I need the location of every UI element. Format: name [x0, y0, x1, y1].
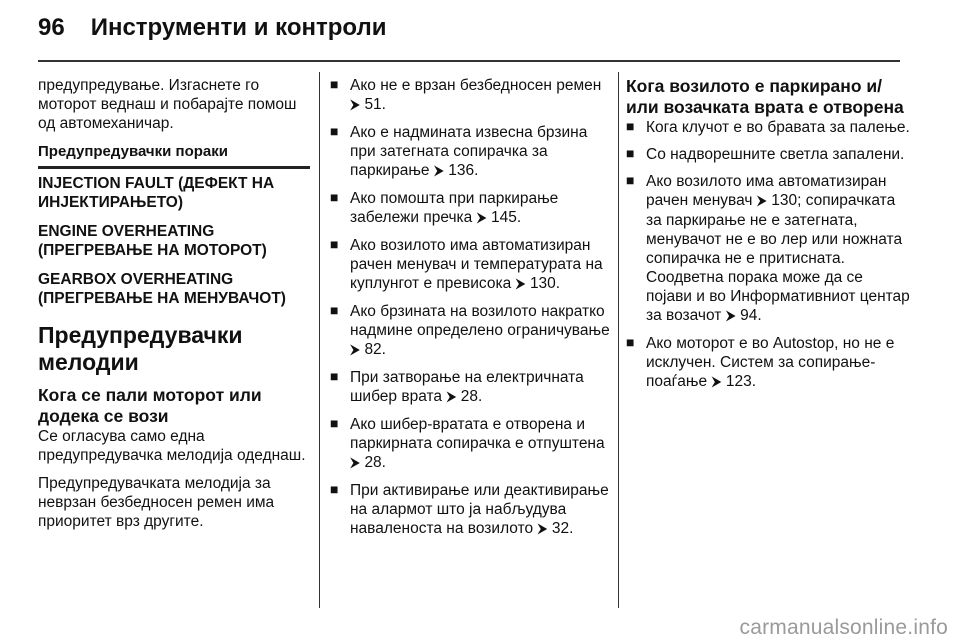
watermark: carmanualsonline.info	[739, 616, 948, 639]
page-reference[interactable]: 51.	[364, 96, 386, 113]
subsection-heading: Кога возилото е паркирано и/или возачката врата е отворена	[626, 76, 904, 117]
list-item: ■ Ако возилото има автоматизиран рачен менувач ⮞ 130; сопирачката за паркирање не е затегната, менувачот не е во лер или ножната сопирачка не е притисната. Соодветна порака може да се појави и во Информативниот центар за возачот ⮞ 94.	[626, 172, 912, 326]
page-reference-icon: ⮞	[433, 163, 444, 179]
page-reference-icon: ⮞	[756, 193, 767, 209]
page-header	[38, 14, 386, 54]
list-item: ■ Со надворешните светла запалени.	[626, 145, 912, 164]
page-reference[interactable]: 145.	[491, 209, 522, 226]
page-reference-icon: ⮞	[725, 308, 736, 324]
warning-message: INJECTION FAULT (ДЕФЕКТ НА ИНЈЕКТИРАЊЕТО)	[38, 175, 275, 211]
page-reference-icon: ⮞	[476, 210, 487, 226]
page-reference-icon: ⮞	[446, 389, 457, 405]
column-right	[626, 76, 912, 400]
list-item: ■ Ако шибер-вратата е отворена и паркирната сопирачка е отпуштена ⮞ 28.	[330, 415, 612, 473]
page-title: Инструменти и контроли	[90, 14, 387, 41]
list-item: ■ Ако не е врзан безбедносен ремен ⮞ 51.	[330, 76, 612, 115]
column-middle	[330, 76, 612, 547]
list-item: ■ Ако брзината на возилото накратко надмине определено ограничување ⮞ 82.	[330, 302, 612, 360]
list-item: ■ Ако моторот е во Autostop, но не е исклучен. Систем за сопирање-поаѓање ⮞ 123.	[626, 334, 912, 392]
body-paragraph: Предупредувачката мелодија за неврзан безбедносен ремен има приоритет врз другите.	[38, 475, 275, 530]
page-reference[interactable]: 32.	[551, 520, 574, 537]
list-item: ■ При активирање или деактивирање на алармот што ја набљудува наваленоста на возилото ⮞ 32.	[330, 481, 612, 539]
page-reference[interactable]: 94.	[740, 307, 762, 324]
page-reference[interactable]: 130;	[771, 192, 802, 209]
page-reference[interactable]: 28.	[364, 454, 386, 471]
page-reference[interactable]: 28.	[460, 388, 483, 405]
page-reference-icon: ⮞	[515, 276, 526, 292]
intro-paragraph: предупредување. Изгаснете го моторот веднаш и побарајте помош од автомеханичар.	[38, 77, 297, 132]
subsection-heading: Кога се пали моторот или додека се вози	[38, 385, 262, 426]
warnings-heading: Предупредувачки пораки	[38, 142, 310, 169]
page-reference-icon: ⮞	[537, 521, 548, 537]
page-reference[interactable]: 136.	[448, 162, 479, 179]
column-divider	[319, 72, 320, 608]
header-divider	[38, 60, 900, 62]
page-reference-icon: ⮞	[350, 97, 361, 113]
column-divider	[618, 72, 619, 608]
page-reference[interactable]: 82.	[364, 341, 386, 358]
list-item: ■ Ако возилото има автоматизиран рачен менувач и температурата на куплунгот е превисока ⮞ 130.	[330, 236, 612, 294]
page-reference-icon: ⮞	[350, 342, 361, 358]
page-reference-icon: ⮞	[350, 455, 361, 471]
warning-message: ENGINE OVERHEATING (ПРЕГРЕВАЊЕ НА МОТОРОТ)	[38, 223, 267, 259]
warning-message: GEARBOX OVERHEATING (ПРЕГРЕВАЊЕ НА МЕНУВАЧОТ)	[38, 271, 286, 307]
page-number: 96	[38, 14, 65, 41]
page-reference[interactable]: 123.	[725, 373, 757, 390]
section-heading: Предупредувачки мелодии	[38, 322, 243, 375]
page-reference[interactable]: 130.	[529, 275, 561, 292]
body-paragraph: Се огласува само една предупредувачка мелодија одеднаш.	[38, 428, 306, 464]
list-item: ■ Кога клучот е во бравата за палење.	[626, 118, 912, 137]
list-item: ■ Ако е надмината извесна брзина при затегната сопирачка за паркирање ⮞ 136.	[330, 123, 612, 181]
page-reference-icon: ⮞	[711, 374, 722, 390]
list-item: ■ При затворање на електричната шибер врата ⮞ 28.	[330, 368, 612, 407]
column-left	[38, 76, 310, 540]
list-item: ■ Ако помошта при паркирање забележи пречка ⮞ 145.	[330, 189, 612, 228]
